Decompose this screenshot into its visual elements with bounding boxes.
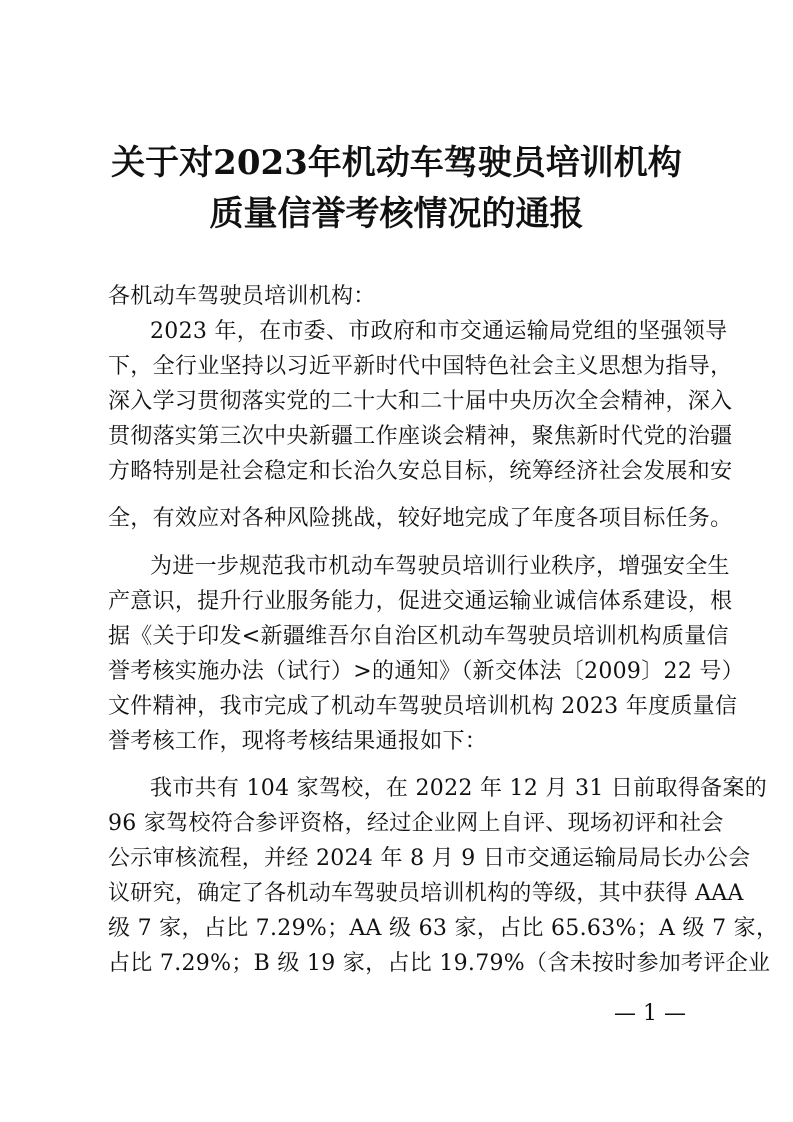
body-line: 誉考核实施办法（试行）>的通知》（新交体法〔2009〕22 号） <box>108 659 745 684</box>
body-line: 誉考核工作，现将考核结果通报如下： <box>108 729 488 754</box>
body-line: 下，全行业坚持以习近平新时代中国特色社会主义思想为指导， <box>108 354 733 379</box>
body-line: 贯彻落实第三次中央新疆工作座谈会精神，聚焦新时代党的治疆 <box>108 424 733 449</box>
body-line: 深入学习贯彻落实党的二十大和二十届中央历次全会精神，深入 <box>108 389 733 414</box>
body-line: 为进一步规范我市机动车驾驶员培训行业秩序，增强安全生 <box>150 554 730 579</box>
body-line: 公示审核流程，并经 2024 年 8 月 9 日市交通运输局局长办公会 <box>108 846 751 871</box>
body-line: 全，有效应对各种风险挑战，较好地完成了年度各项目标任务。 <box>108 506 733 531</box>
document-title-line-1: 关于对2023年机动车驾驶员培训机构 <box>111 143 682 183</box>
page-number: — 1 — <box>614 1001 686 1026</box>
body-line: 文件精神，我市完成了机动车驾驶员培训机构 2023 年度质量信 <box>108 694 738 719</box>
body-line: 据《关于印发<新疆维吾尔自治区机动车驾驶员培训机构质量信 <box>108 624 729 649</box>
document-title-line-2: 质量信誉考核情况的通报 <box>209 194 584 234</box>
body-line: 96 家驾校符合参评资格，经过企业网上自评、现场初评和社会 <box>108 811 724 836</box>
salutation: 各机动车驾驶员培训机构： <box>108 284 376 309</box>
body-line: 议研究，确定了各机动车驾驶员培训机构的等级，其中获得 AAA <box>108 881 744 906</box>
body-line: 2023 年，在市委、市政府和市交通运输局党组的坚强领导 <box>150 319 728 344</box>
body-line: 产意识，提升行业服务能力，促进交通运输业诚信体系建设，根 <box>108 589 733 614</box>
body-line: 级 7 家，占比 7.29%；AA 级 63 家，占比 65.63%；A 级 7 家， <box>108 916 779 941</box>
body-line: 方略特别是社会稳定和长治久安总目标，统筹经济社会发展和安 <box>108 459 733 484</box>
body-line: 我市共有 104 家驾校，在 2022 年 12 月 31 日前取得备案的 <box>150 776 768 801</box>
body-line: 占比 7.29%；B 级 19 家，占比 19.79%（含未按时参加考评企业 <box>108 951 771 976</box>
